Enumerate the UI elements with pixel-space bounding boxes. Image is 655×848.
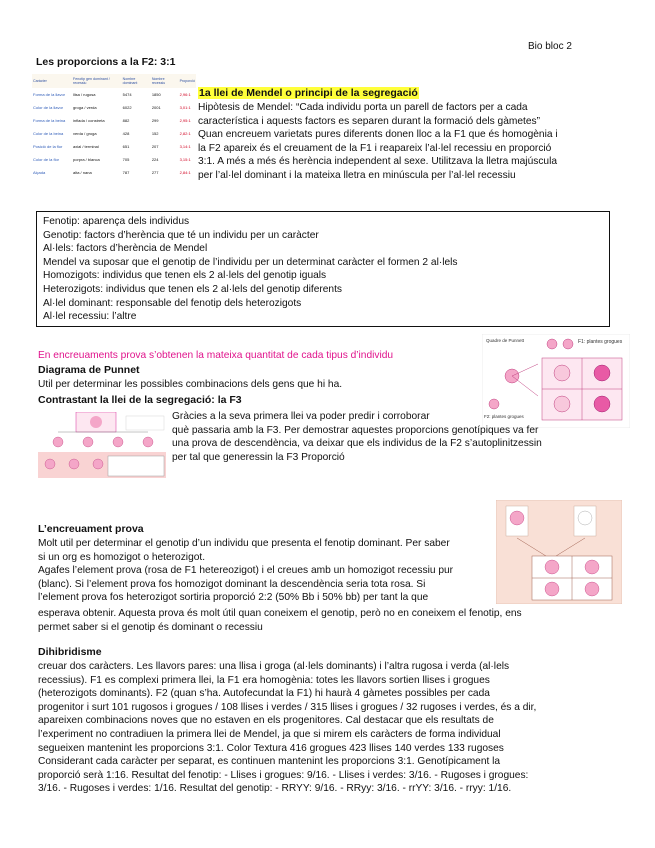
table-row xyxy=(32,140,196,153)
table-cell: Forma de la beina xyxy=(33,118,66,123)
dihybrid-title: Dihibridisme xyxy=(38,646,102,658)
table-row xyxy=(32,153,196,166)
test-cross-note: En encreuaments prova s’obtenen la mateixa quantitat de cada tipus d’individu xyxy=(38,350,394,361)
table-cell: 207 xyxy=(151,144,159,149)
table-cell: 2,95:1 xyxy=(179,118,191,123)
table-header-cell: Nombre dominant xyxy=(122,74,151,88)
definition-line: Al·lel dominant: responsable del fenotip dels heterozigots xyxy=(43,297,302,309)
table-cell: Forma de la llavor xyxy=(33,92,66,97)
text-line: Quan encreuem varietats pures diferents donen lloc a la F1 que és homogènia i xyxy=(198,129,558,141)
table-cell: 3,01:1 xyxy=(179,105,191,110)
table-cell: 277 xyxy=(151,170,159,175)
definition-line: Genotip: factors d’herència que té un individu per un caràcter xyxy=(43,229,319,241)
mendel-law-body xyxy=(198,101,643,183)
f3-figure xyxy=(38,412,166,478)
text-line: Molt util per determinar el genotip d’un individu que presenta el fenotip dominant. Per saber xyxy=(38,538,450,549)
table-header-cell: Proporció xyxy=(179,74,196,88)
table-cell: porpra / blanca xyxy=(73,157,100,162)
table-cell: 152 xyxy=(151,131,159,136)
figure-label: Quadre de Punnett xyxy=(486,338,525,343)
text-line: progenitor i surt 101 rugosos i grogues / 108 llises i verdes / 315 llises i grogues / 32 rugoses i verdes, és a dir, xyxy=(38,701,537,713)
table-header-cell: Fenotip gen dominant / recessiu xyxy=(72,74,122,88)
table-header-cell: Caràcter xyxy=(32,74,72,88)
figure-label: F2: plantes grogues xyxy=(484,414,524,419)
text-line: proporció serà 1:16. Resultat del fenotip: - Llises i grogues: 9/16. - Llises i verdes: 3/16. - Rugoses i grogues: xyxy=(38,769,529,781)
table-cell: verda / groga xyxy=(73,131,97,136)
text-line: si un org es homozigot o heterozigot. xyxy=(38,551,206,563)
text-line: 3:1. A més a més és herència independent al sexe. Utilitzava la lletra majúscula xyxy=(198,156,558,168)
table-cell: 651 xyxy=(122,144,130,149)
course-header: Bio bloc 2 xyxy=(528,41,572,52)
table-cell: alta / nana xyxy=(73,170,92,175)
definition-line: Homozigots: individus que tenen els 2 al·lels del genotip iguals xyxy=(43,270,327,282)
proportions-title: Les proporcions a la F2: 3:1 xyxy=(36,56,176,68)
table-header-row xyxy=(32,74,196,88)
text-line: (blanc). Si l’element prova fos homozigot dominant la descendència seria tota rosa. Si xyxy=(38,578,426,590)
mendel-law-title: 1a llei de Mendel o principi de la segregació xyxy=(199,87,418,99)
table-cell: 428 xyxy=(122,131,130,136)
text-line: l’element prova fos heterozigot sortiria proporció 2:2 (50% Bb i 50% bb) per tant la que xyxy=(38,592,429,604)
definition-line: Mendel va suposar que el genotip de l’individu per un determinat caràcter el formen 2 al·lels xyxy=(43,256,458,268)
text-line: Considerant cada caràcter per separat, es continuen mantenint les proporcions 3:1. Genotípicament la xyxy=(38,756,501,768)
table-cell: Alçada xyxy=(33,170,46,175)
table-cell: 882 xyxy=(122,118,130,123)
text-line: permet saber si el genotip és dominant o recessiu xyxy=(38,621,263,633)
text-line: una prova de descendència, va deixar que els individus de la F2 s’autoplinitzessin xyxy=(172,438,542,450)
definition-line: Al·lels: factors d’herència de Mendel xyxy=(43,243,208,255)
text-line: apareixen combinacions noves que no estaven en els progenitores. Cal destacar que els resultats de xyxy=(38,715,494,727)
text-line: l’experiment no contradiuen la primera llei de Mendel, ja que si mirem els caràcters de forma individual xyxy=(38,728,501,740)
text-line: recessius). F1 es complexi primera llei, la F1 era homogènia: totes les llavors sortien llises i grogues xyxy=(38,674,490,686)
table-cell: Color de la beina xyxy=(33,131,64,136)
table-row xyxy=(32,101,196,114)
text-line: què passaria amb la F3. Per demostrar aquestes proporcions genotípiques va fer xyxy=(172,424,539,436)
table-cell: 224 xyxy=(151,157,159,162)
table-row xyxy=(32,114,196,127)
table-cell: 705 xyxy=(122,157,130,162)
table-cell: llisa / rugosa xyxy=(73,92,96,97)
text-line: Agafes l’element prova (rosa de F1 hetereozigot) i el creues amb un homozigot recessiu pur xyxy=(38,565,454,577)
table-cell: 6022 xyxy=(122,105,132,110)
table-cell: 2001 xyxy=(151,105,161,110)
text-line: Hipòtesis de Mendel: “Cada individu porta un parell de factors per a cada xyxy=(198,102,528,113)
table-cell: 5474 xyxy=(122,92,132,97)
table-cell: 1850 xyxy=(151,92,161,97)
definition-line: Heterozigots: individus que tenen els 2 al·lels del genotip diferents xyxy=(43,283,343,295)
definition-line: Al·lel recessiu: l’altre xyxy=(43,311,137,323)
text-line: segueixen mantenint les proporcions 3:1. Color Textura 416 grogues 423 llises 140 verdes 133 rugoses xyxy=(38,742,504,754)
table-cell: Color de la flor xyxy=(33,157,60,162)
definitions-box xyxy=(36,211,610,327)
table-cell: 787 xyxy=(122,170,130,175)
test-cross-body xyxy=(38,537,490,605)
text-line: característica i aquests factors es separen durant la formació dels gàmetes” xyxy=(198,115,541,127)
table-cell: axial / terminal xyxy=(73,144,99,149)
table-cell: 299 xyxy=(151,118,159,123)
table-cell: 3,14:1 xyxy=(179,144,191,149)
table-cell: groga / verda xyxy=(73,105,97,110)
table-cell: 2,84:1 xyxy=(179,170,191,175)
table-cell: inflada / constreta xyxy=(73,118,105,123)
text-line: esperava obtenir. Aquesta prova és molt útil quan coneixem el genotip, però no en coneixem el fenotip, ens xyxy=(38,608,522,619)
text-line: (heterozigots dominants). F2 (quan s’ha. Autofecundat la F1) hi haurà 4 gàmetes possibles per cada xyxy=(38,688,490,700)
table-cell: Posició de la flor xyxy=(33,144,63,149)
figure-label: F1: plantes grogues xyxy=(578,339,623,345)
dihybrid-body xyxy=(38,660,630,796)
f3-body xyxy=(172,410,642,464)
table-cell: 3,15:1 xyxy=(179,157,191,162)
test-cross-body-continued xyxy=(38,607,628,634)
test-cross-title: L’encreuament prova xyxy=(38,523,144,535)
table-row xyxy=(32,88,196,101)
definition-line: Fenotip: aparença dels individus xyxy=(43,216,190,227)
text-line: la F2 apareix és el creuament de la F1 i reapareix l’al·lel recessiu en proporció xyxy=(198,142,552,154)
table-cell: 2,96:1 xyxy=(179,92,191,97)
table-row xyxy=(32,127,196,140)
table-header-cell: Nombre recessiu xyxy=(151,74,179,88)
table-row xyxy=(32,166,196,179)
table-cell: Color de la llavor xyxy=(33,105,64,110)
text-line: creuar dos caràcters. Les llavors pares: una llisa i groga (al·lels dominants) i l’altra rugosa i verda (al·lels xyxy=(38,661,510,672)
table-cell: 2,82:1 xyxy=(179,131,191,136)
text-line: Gràcies a la seva primera llei va poder predir i corroborar xyxy=(172,411,430,422)
test-cross-figure xyxy=(496,500,622,604)
text-line: per l’al·lel dominant i la mateixa lletra en minúscula per l’al·lel recessiu xyxy=(198,169,516,181)
text-line: 3/16. - Rugoses i verdes: 1/16. Resultat del genotip: - RRYY: 9/16. - RRyy: 3/16. - rrYY: 3/16. - rryy: 1/16. xyxy=(38,783,512,795)
punnet-body: Util per determinar les possibles combinacions dels gens que hi ha. xyxy=(38,379,343,390)
text-line: per tal que generessin la F3 Proporció xyxy=(172,451,345,463)
f3-title: Contrastant la llei de la segregació: la F3 xyxy=(38,394,242,406)
punnet-title: Diagrama de Punnet xyxy=(38,364,140,376)
proportions-table xyxy=(32,74,196,179)
